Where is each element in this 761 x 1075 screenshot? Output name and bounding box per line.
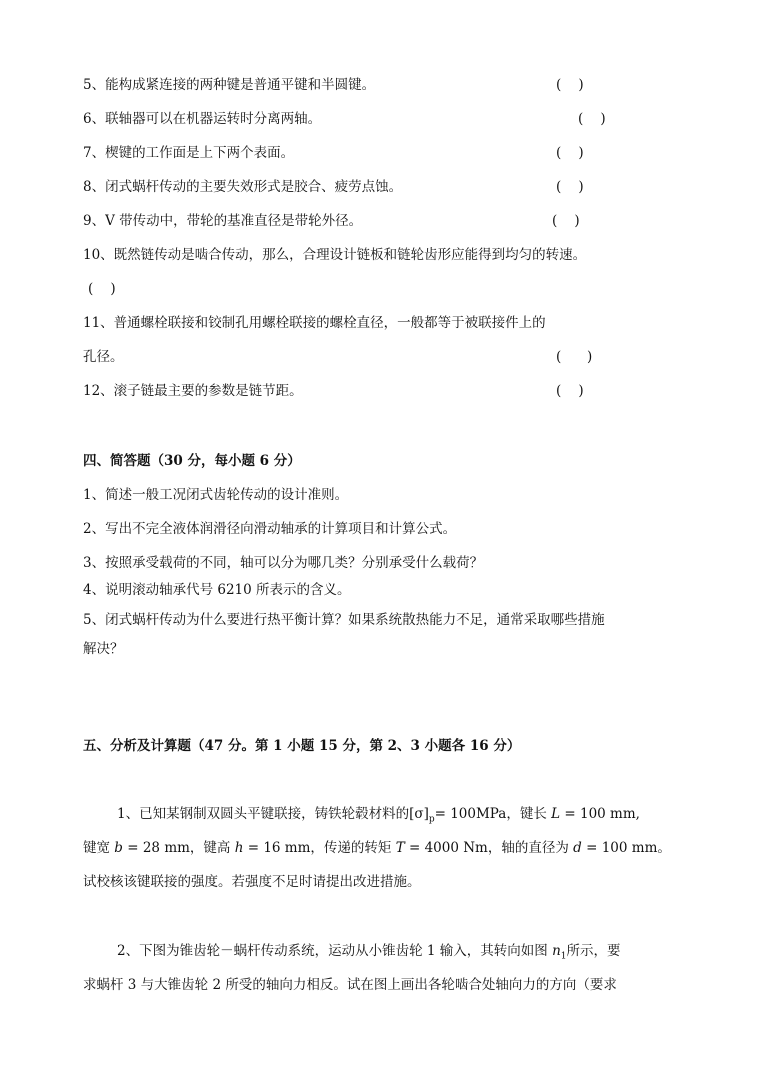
tf-question-5: 5、能构成紧连接的两种键是普通平键和半圆键。: [83, 77, 376, 93]
variable-h: h: [234, 840, 244, 856]
problem-1-text: = 16 mm，传递的转矩: [243, 840, 396, 856]
section-4-title: 四、简答题（30 分，每小题 6 分）: [83, 453, 301, 469]
problem-1-text: = 100MPa，键长: [434, 806, 552, 822]
answer-paren-7: ( ): [556, 145, 584, 161]
short-question-5-line1: 5、闭式蜗杆传动为什么要进行热平衡计算？如果系统散热能力不足，通常采取哪些措施: [83, 612, 605, 628]
problem-1-text: = 28 mm，键高: [122, 840, 235, 856]
tf-question-7: 7、楔键的工作面是上下两个表面。: [83, 145, 295, 161]
short-question-3: 3、按照承受载荷的不同，轴可以分为哪几类？分别承受什么载荷？: [83, 555, 484, 571]
problem-1-text: = 4000 Nm，轴的直径为: [404, 840, 574, 856]
short-question-1: 1、简述一般工况闭式齿轮传动的设计准则。: [83, 487, 349, 503]
section-5-title: 五、分析及计算题（47 分。第 1 小题 15 分，第 2、3 小题各 16 分）: [83, 738, 521, 754]
tf-question-6: 6、联轴器可以在机器运转时分离两轴。: [83, 111, 322, 127]
answer-paren-8: ( ): [556, 179, 584, 195]
tf-question-12: 12、滚子链最主要的参数是链节距。: [83, 383, 303, 399]
variable-n: n: [552, 943, 561, 959]
variable-b: b: [114, 840, 123, 856]
answer-paren-11: ( ): [556, 349, 593, 365]
short-question-2: 2、写出不完全液体润滑径向滑动轴承的计算项目和计算公式。: [83, 521, 457, 537]
tf-question-11-line2: 孔径。: [83, 349, 124, 365]
calc-problem-2-line2: 求蜗杆 3 与大锥齿轮 2 所受的轴向力相反。试在图上画出各轮啮合处轴向力的方向（要求: [83, 977, 617, 993]
answer-paren-10: ( ): [88, 281, 116, 297]
calc-problem-1-line2: [83, 839, 671, 857]
problem-2-text: 2、下图为锥齿轮－蜗杆传动系统，运动从小锥齿轮 1 输入，其转向如图: [117, 943, 553, 959]
tf-question-10: 10、既然链传动是啮合传动，那么，合理设计链板和链轮齿形应能得到均匀的转速。: [83, 247, 587, 263]
tf-question-8: 8、闭式蜗杆传动的主要失效形式是胶合、疲劳点蚀。: [83, 179, 403, 195]
answer-paren-6: ( ): [578, 111, 606, 127]
tf-question-9: 9、V 带传动中，带轮的基准直径是带轮外径。: [83, 213, 363, 229]
short-question-4: 4、说明滚动轴承代号 6210 所表示的含义。: [83, 582, 351, 598]
subscript-1: 1: [560, 951, 567, 962]
tf-question-11-line1: 11、普通螺栓联接和铰制孔用螺栓联接的螺栓直径，一般都等于被联接件上的: [83, 315, 546, 331]
calc-problem-2-line1: [117, 942, 621, 966]
variable-L: L: [551, 806, 561, 822]
problem-1-text: = 100 mm。: [581, 840, 671, 856]
problem-1-text: 键宽: [83, 840, 115, 856]
problem-1-text: = 100 mm,: [560, 806, 640, 822]
answer-paren-9: ( ): [552, 213, 580, 229]
variable-d: d: [573, 840, 582, 856]
problem-1-text: 1、已知某钢制双圆头平键联接，铸铁轮毂材料的[σ]: [117, 806, 429, 822]
variable-T: T: [395, 840, 405, 856]
calc-problem-1-line3: 试校核该键联接的强度。若强度不足时请提出改进措施。: [83, 874, 421, 890]
calc-problem-1-line1: [117, 805, 640, 829]
answer-paren-5: ( ): [556, 77, 584, 93]
short-question-5-line2: 解决？: [83, 641, 124, 657]
answer-paren-12: ( ): [556, 383, 584, 399]
subscript-p: p: [428, 814, 435, 825]
problem-2-text: 所示，要: [566, 943, 621, 959]
